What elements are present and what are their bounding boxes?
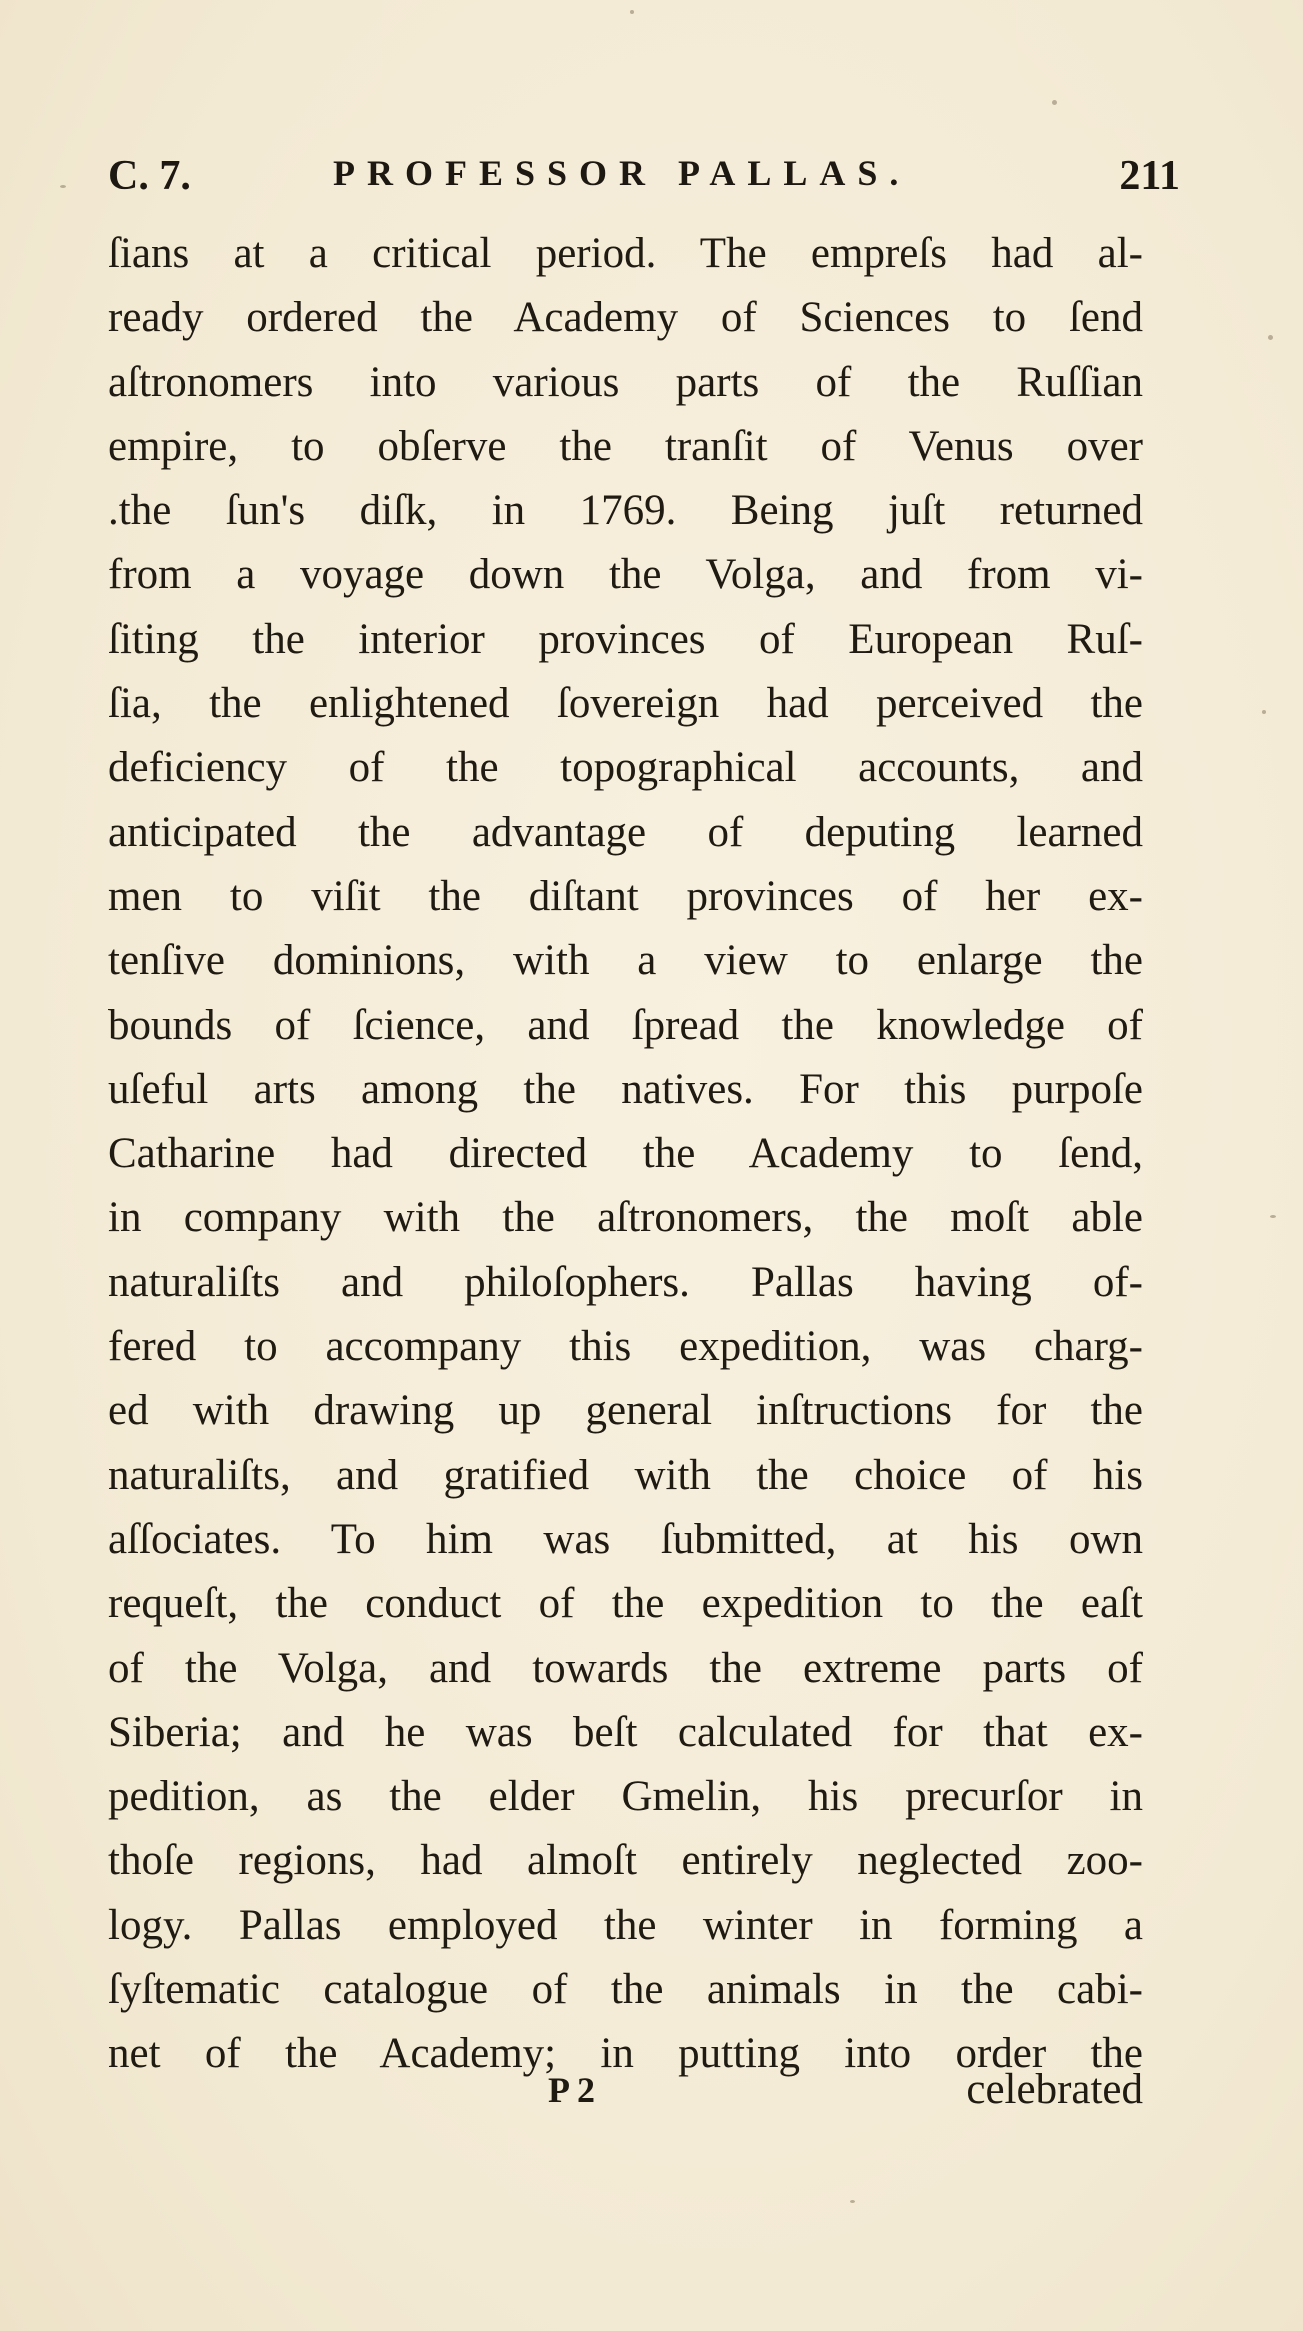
text-line: ed with drawing up general inſtructions for the	[108, 1387, 1143, 1435]
paper-speck	[1270, 1215, 1276, 1218]
text-line: net of the Academy; in putting into order the	[108, 2030, 1143, 2078]
text-line: ſia, the enlightened ſovereign had perceived the	[108, 680, 1143, 728]
text-line: tenſive dominions, with a view to enlarge the	[108, 937, 1143, 985]
paper-speck	[630, 10, 634, 14]
text-line: in company with the aſtronomers, the moſt able	[108, 1194, 1143, 1242]
text-line: uſeful arts among the natives. For this purpoſe	[108, 1065, 1143, 1113]
text-line: men to viſit the diſtant provinces of her ex-	[108, 872, 1143, 920]
text-line: ſyſtematic catalogue of the animals in the cabi-	[108, 1966, 1143, 2014]
body-text	[108, 222, 1143, 2087]
text-line: aſtronomers into various parts of the Ruſſian	[108, 358, 1143, 406]
signature-mark: P 2	[548, 2070, 596, 2110]
text-line: Catharine had directed the Academy to ſend,	[108, 1130, 1143, 1178]
text-line: naturaliſts and philoſophers. Pallas having of-	[108, 1258, 1143, 1306]
page-footer	[108, 2058, 1143, 2122]
running-header	[108, 152, 1188, 208]
text-line: anticipated the advantage of deputing learned	[108, 808, 1143, 856]
page-number: 211	[1119, 153, 1180, 199]
running-title: PROFESSOR PALLAS.	[333, 153, 911, 193]
text-line: ſians at a critical period. The empreſs had al-	[108, 230, 1143, 277]
text-line: from a voyage down the Volga, and from vi-	[108, 551, 1143, 599]
paper-speck	[60, 185, 66, 188]
text-line: naturaliſts, and gratified with the choice of his	[108, 1451, 1143, 1499]
chapter-number: C. 7.	[108, 153, 191, 199]
text-line: fered to accompany this expedition, was charg-	[108, 1323, 1143, 1371]
text-line: ready ordered the Academy of Sciences to ſend	[108, 294, 1143, 342]
text-line: ſiting the interior provinces of European Ruſ-	[108, 615, 1143, 663]
text-line: requeſt, the conduct of the expedition to the eaſt	[108, 1580, 1143, 1628]
paper-speck	[1052, 100, 1057, 105]
text-line: thoſe regions, had almoſt entirely neglected zoo-	[108, 1837, 1143, 1885]
text-line: logy. Pallas employed the winter in forming a	[108, 1901, 1143, 1949]
text-line: empire, to obſerve the tranſit of Venus over	[108, 422, 1143, 470]
text-line: .the ſun's diſk, in 1769. Being juſt returned	[108, 487, 1143, 535]
text-line: deficiency of the topographical accounts, and	[108, 744, 1143, 792]
catchword: celebrated	[966, 2066, 1143, 2113]
text-line: bounds of ſcience, and ſpread the knowledge of	[108, 1001, 1143, 1049]
text-line: pedition, as the elder Gmelin, his precurſor in	[108, 1773, 1143, 1821]
paper-speck	[1262, 710, 1266, 714]
text-line: of the Volga, and towards the extreme parts of	[108, 1644, 1143, 1692]
text-line: Siberia; and he was beſt calculated for that ex-	[108, 1708, 1143, 1756]
text-line: aſſociates. To him was ſubmitted, at his own	[108, 1515, 1143, 1563]
paper-speck	[1268, 335, 1273, 340]
paper-speck	[850, 2200, 855, 2203]
